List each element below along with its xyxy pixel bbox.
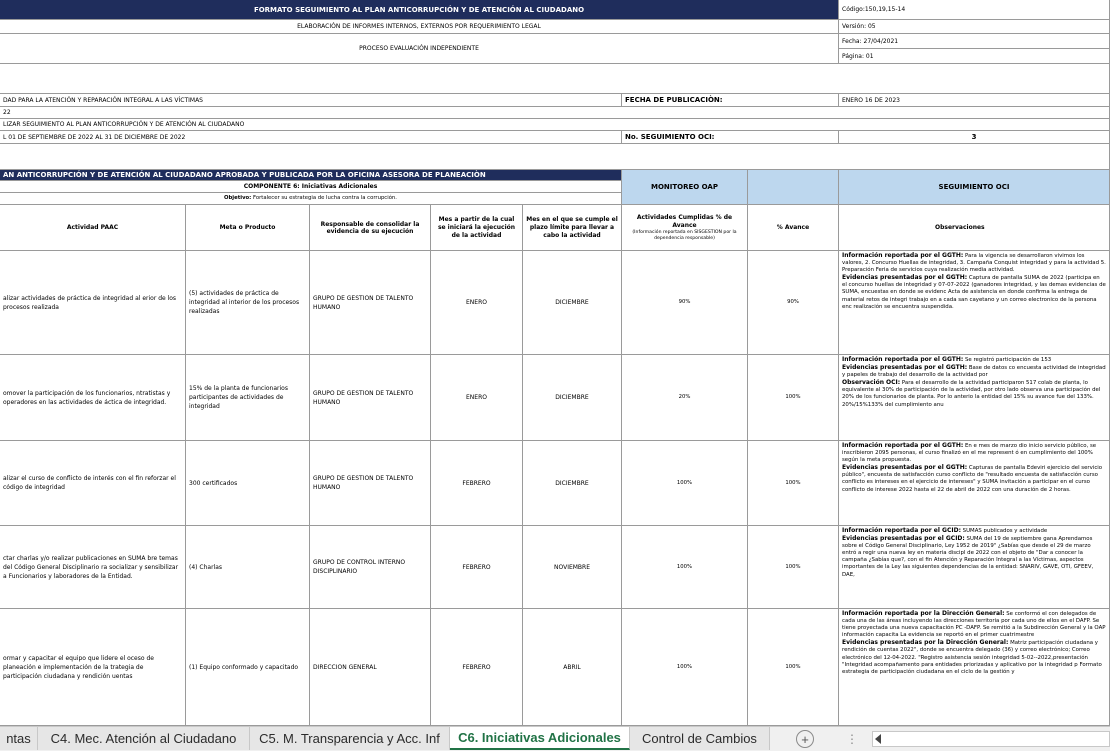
tab-c6-iniciativas-adicionales[interactable]: C6. Iniciativas Adicionales xyxy=(450,727,630,750)
row1-responsible[interactable]: GRUPO DE GESTION DE TALENTO HUMANO xyxy=(310,251,431,355)
row1-observations[interactable] xyxy=(839,251,1110,355)
followup-number-value[interactable]: 3 xyxy=(839,131,1110,144)
component-objective[interactable] xyxy=(0,193,622,205)
row3-obs-text xyxy=(842,442,1106,494)
col-header-observations[interactable]: Observaciones xyxy=(839,205,1110,251)
obs-heading: Evidencias presentadas por el GGTH: xyxy=(842,364,968,372)
row2-activity[interactable]: omover la participación de los funcionarios, ntratistas y operadores en las actividades de áctica de integridad. xyxy=(0,355,186,441)
sheet-tab-bar xyxy=(0,726,1110,751)
obs-heading: Evidencias presentadas por el GCID: xyxy=(842,535,965,543)
completed-label: Actividades Cumplidas % de Avance xyxy=(636,214,733,229)
form-code[interactable]: Código:150,19,15-14 xyxy=(839,0,1110,20)
col-header-start-month[interactable]: Mes a partir de la cual se iniciará la ejecución de la actividad xyxy=(431,205,523,251)
obs-text: Para la vigencia se desarrollaron vivimos los valores, 2. Concurso Huellas de integridad, 3. Campaña Conquist integridad y para la actividad 5. Preparación Feria de servicios cuya realización media actividad. xyxy=(842,253,1106,274)
row5-progress[interactable]: 100% xyxy=(748,609,839,726)
obs-text: SUMAS publicados y actividade xyxy=(960,528,1048,534)
col-header-goal[interactable]: Meta o Producto xyxy=(186,205,310,251)
tab-control-de-cambios[interactable]: Control de Cambios xyxy=(630,727,770,750)
row4-observations[interactable] xyxy=(839,526,1110,609)
row1-progress[interactable]: 90% xyxy=(748,251,839,355)
row4-goal[interactable]: (4) Charlas xyxy=(186,526,310,609)
entity-name[interactable]: DAD PARA LA ATENCIÓN Y REPARACIÓN INTEGRAL A LAS VÍCTIMAS xyxy=(0,94,622,107)
row5-end[interactable]: ABRIL xyxy=(523,609,622,726)
row3-activity[interactable]: alizar el curso de conflicto de interés con el fin reforzar el código de integridad xyxy=(0,441,186,526)
row4-progress[interactable]: 100% xyxy=(748,526,839,609)
row4-start[interactable]: FEBRERO xyxy=(431,526,523,609)
publication-date-value[interactable]: ENERO 16 DE 2023 xyxy=(839,94,1110,107)
obs-heading: Información reportada por el GCID: xyxy=(842,527,961,534)
form-date[interactable]: Fecha: 27/04/2021 xyxy=(839,34,1110,49)
completed-note: (Información reportada en SISGESTION por la dependencia responsable) xyxy=(632,230,737,241)
obs-heading: Observación OCI: xyxy=(842,379,901,387)
row3-observations[interactable] xyxy=(839,441,1110,526)
form-title[interactable]: FORMATO SEGUIMIENTO AL PLAN ANTICORRUPCIÓN Y DE ATENCIÓN AL CIUDADANO xyxy=(0,0,839,20)
tab-c5-transparencia[interactable]: C5. M. Transparencia y Acc. Inf xyxy=(250,727,450,750)
row4-obs-text xyxy=(842,527,1106,579)
more-options-icon[interactable]: ⋮ xyxy=(846,732,858,746)
component-title[interactable]: COMPONENTE 6: Iniciativas Adicionales xyxy=(0,181,622,193)
obs-text: Se registró participación de 153 xyxy=(963,357,1052,363)
horizontal-scrollbar[interactable] xyxy=(872,731,1110,747)
row4-activity[interactable]: ctar charlas y/o realizar publicaciones en SUMA bre temas del Código General Disciplinario ra socializar y sensibilizar a Funcionarios y laboradores de la Entidad. xyxy=(0,526,186,609)
row2-responsible[interactable]: GRUPO DE GESTION DE TALENTO HUMANO xyxy=(310,355,431,441)
obs-text: Se conformó el con delegados de cada una de las áreas incluyendo las direcciones territoria por cada uno de ellos en el DAFP. Se tiene proyectada una nueva capacitación PC -DAFP. Se remitió a la Subdirección General y la OAP información capacita La evidencia se reportó en el primer cuatrimestre xyxy=(842,611,1106,639)
blank-row-2[interactable] xyxy=(0,144,1110,170)
row3-responsible[interactable]: GRUPO DE GESTION DE TALENTO HUMANO xyxy=(310,441,431,526)
period[interactable]: L 01 DE SEPTIEMBRE DE 2022 AL 31 DE DICIEMBRE DE 2022 xyxy=(0,131,622,144)
objective-label: Objetivo: xyxy=(224,195,252,201)
row3-end[interactable]: DICIEMBRE xyxy=(523,441,622,526)
vigencia[interactable]: 22 xyxy=(0,107,1110,119)
row5-goal[interactable]: (1) Equipo conformado y capacitado xyxy=(186,609,310,726)
scroll-left-icon[interactable] xyxy=(875,734,881,744)
objective-text: Fortalecer su estrategia de lucha contra la corrupción. xyxy=(252,195,397,201)
row1-start[interactable]: ENERO xyxy=(431,251,523,355)
row2-start[interactable]: ENERO xyxy=(431,355,523,441)
blank-row[interactable] xyxy=(0,64,1110,94)
row4-completed[interactable]: 100% xyxy=(622,526,748,609)
monitoring-header[interactable]: MONITOREO OAP xyxy=(622,170,748,205)
row3-goal[interactable]: 300 certificados xyxy=(186,441,310,526)
row1-completed[interactable]: 90% xyxy=(622,251,748,355)
obs-heading: Información reportada por el GGTH: xyxy=(842,356,964,363)
tab-sheet-partial[interactable]: ntas xyxy=(0,727,38,750)
row3-progress[interactable]: 100% xyxy=(748,441,839,526)
row4-responsible[interactable]: GRUPO DE CONTROL INTERNO DISCIPLINARIO xyxy=(310,526,431,609)
col-header-progress[interactable]: % Avance xyxy=(748,205,839,251)
row5-activity[interactable]: ormar y capacitar el equipo que lidere el oceso de planeación e implementación de la trategia de participación ciudadana y rendición uentas xyxy=(0,609,186,726)
row2-end[interactable]: DICIEMBRE xyxy=(523,355,622,441)
obs-text: Captura de pantalla SUMA de 2022 (participa en el concurso huellas de integridad y 07-07-2022 (ganadores integridad, y las demas evidencias de SUMA, encuestas en donde se evidenc Acta de asistencia en donde confirma la entrega de material retos de integri trabajo en a cada san cayetano y un correo electronico de la persona enc realización se encuentra suspendida. xyxy=(842,275,1106,310)
followup-header[interactable]: SEGUIMIENTO OCI xyxy=(839,170,1110,205)
plan-title[interactable]: AN ANTICORRUPCIÓN Y DE ATENCIÓN AL CIUDADANO APROBADA Y PUBLICADA POR LA OFICINA ASESORA DE PLANEACIÒN xyxy=(0,170,622,181)
row1-obs-text xyxy=(842,252,1106,311)
row5-observations[interactable] xyxy=(839,609,1110,726)
row5-start[interactable]: FEBRERO xyxy=(431,609,523,726)
obs-heading: Evidencias presentadas por la Dirección General: xyxy=(842,639,1009,647)
row5-responsible[interactable]: DIRECCION GENERAL xyxy=(310,609,431,726)
row2-observations[interactable] xyxy=(839,355,1110,441)
row2-completed[interactable]: 20% xyxy=(622,355,748,441)
tab-c4-atencion-ciudadano[interactable]: C4. Mec. Atención al Ciudadano xyxy=(38,727,250,750)
obs-heading: Evidencias presentadas por el GGTH: xyxy=(842,274,968,282)
obs-heading: Información reportada por la Dirección General: xyxy=(842,610,1005,617)
obs-heading: Evidencias presentadas por el GGTH: xyxy=(842,464,968,472)
row2-goal[interactable]: 15% de la planta de funcionarios participantes de actividades de integridad xyxy=(186,355,310,441)
row3-start[interactable]: FEBRERO xyxy=(431,441,523,526)
row4-end[interactable]: NOVIEMBRE xyxy=(523,526,622,609)
obs-text: Capturas de pantalla Edeviri ejercicio del servicio público", encuesta de satisfacción curso conflicto de "resultado encuesta de satisfacción curso conflicto es intereses en el ejercicio de intereses" y SUMA invitación a participar en el curso conflicto de interese 2022 hasta el 22 de abril de 2022 con una duración de 2 horas. xyxy=(842,465,1103,493)
obs-text: SUMA del 19 de septiembre gana Aprendamos sobre el Código General Disciplinario, Ley 1952 de 2019" ¿Sabías que desde el 29 de marzo entró a regir una nueva ley en materia discipl de 2022 con el objeto de "Dar a conocer la campaña ¿Sabías que?, con el fin Atención y Reparación Integral a las Víctimas, aspectos importantes de la Ley las siguientes dependencias de la entidad: SNARIV, GAVE, OTI, GFEEV, DAE, xyxy=(842,536,1094,578)
col-header-activity[interactable]: Actividad PAAC xyxy=(0,205,186,251)
form-process[interactable]: PROCESO EVALUACIÓN INDEPENDIENTE xyxy=(0,34,839,64)
followup-number-label[interactable]: No. SEGUIMIENTO OCI: xyxy=(622,131,839,144)
col-header-completed[interactable] xyxy=(622,205,748,251)
monitoring-header-ext[interactable] xyxy=(748,170,839,205)
row1-end[interactable]: DICIEMBRE xyxy=(523,251,622,355)
form-subtitle[interactable]: ELABORACIÓN DE INFORMES INTERNOS, EXTERNOS POR REQUERIMIENTO LEGAL xyxy=(0,20,839,34)
row5-completed[interactable]: 100% xyxy=(622,609,748,726)
obs-text: Para el desarrollo de la actividad participaron 517 colab de planta, lo equivalente al 30% de participación de la actividad, por otro lado observa una participación del 20% de los funcionarios de planta. Por lo anterio la entidad del 15% su avance fue del 133%. 20%/15%133% del cumplimiento anu xyxy=(842,380,1101,408)
row2-progress[interactable]: 100% xyxy=(748,355,839,441)
row5-obs-text xyxy=(842,610,1106,676)
obs-text: Matriz participación ciudadana y rendición de cuentas 2022", donde se encuentra delegado (36) y correo electrónico; Correo electrónico del 12-04-2022. "Registro asistencia sesión integridad 5-02--2022,presentación "Integridad acompañamento para entidades priorizadas y aplicativo por la integridad p Formato estrategia de participación ciudadana en el ciclo de la gestión y xyxy=(842,640,1102,675)
row1-activity[interactable]: alizar actividades de práctica de integridad al erior de los procesos realizada xyxy=(0,251,186,355)
row3-completed[interactable]: 100% xyxy=(622,441,748,526)
form-version[interactable]: Versión: 05 xyxy=(839,20,1110,34)
obs-heading: Información reportada por el GGTH: xyxy=(842,252,964,259)
obs-text: Base de datos co encuesta actividad de integridad y papeles de trabajo del desarrollo de la actividad por xyxy=(842,365,1106,379)
obs-text: En e mes de marzo dio inicio servicio público, se inscribieron 2095 personas, el curso finalizó en el me represent ó en cumplimiento del 100% según la meta propuesta. xyxy=(842,443,1097,464)
form-page[interactable]: Página: 01 xyxy=(839,49,1110,64)
col-header-responsible[interactable]: Responsable de consolidar la evidencia de su ejecución xyxy=(310,205,431,251)
col-header-end-month[interactable]: Mes en el que se cumple el plazo límite para llevar a cabo la actividad xyxy=(523,205,622,251)
obs-heading: Información reportada por el GGTH: xyxy=(842,442,964,449)
row1-goal[interactable]: (5) actividades de práctica de integridad al interior de los procesos realizadas xyxy=(186,251,310,355)
add-sheet-icon[interactable]: + xyxy=(796,730,814,748)
objective[interactable]: LIZAR SEGUIMIENTO AL PLAN ANTICORRUPCIÓN Y DE ATENCIÓN AL CIUDADANO xyxy=(0,119,1110,131)
publication-date-label[interactable]: FECHA DE PUBLICACIÒN: xyxy=(622,94,839,107)
row2-obs-text xyxy=(842,356,1106,409)
